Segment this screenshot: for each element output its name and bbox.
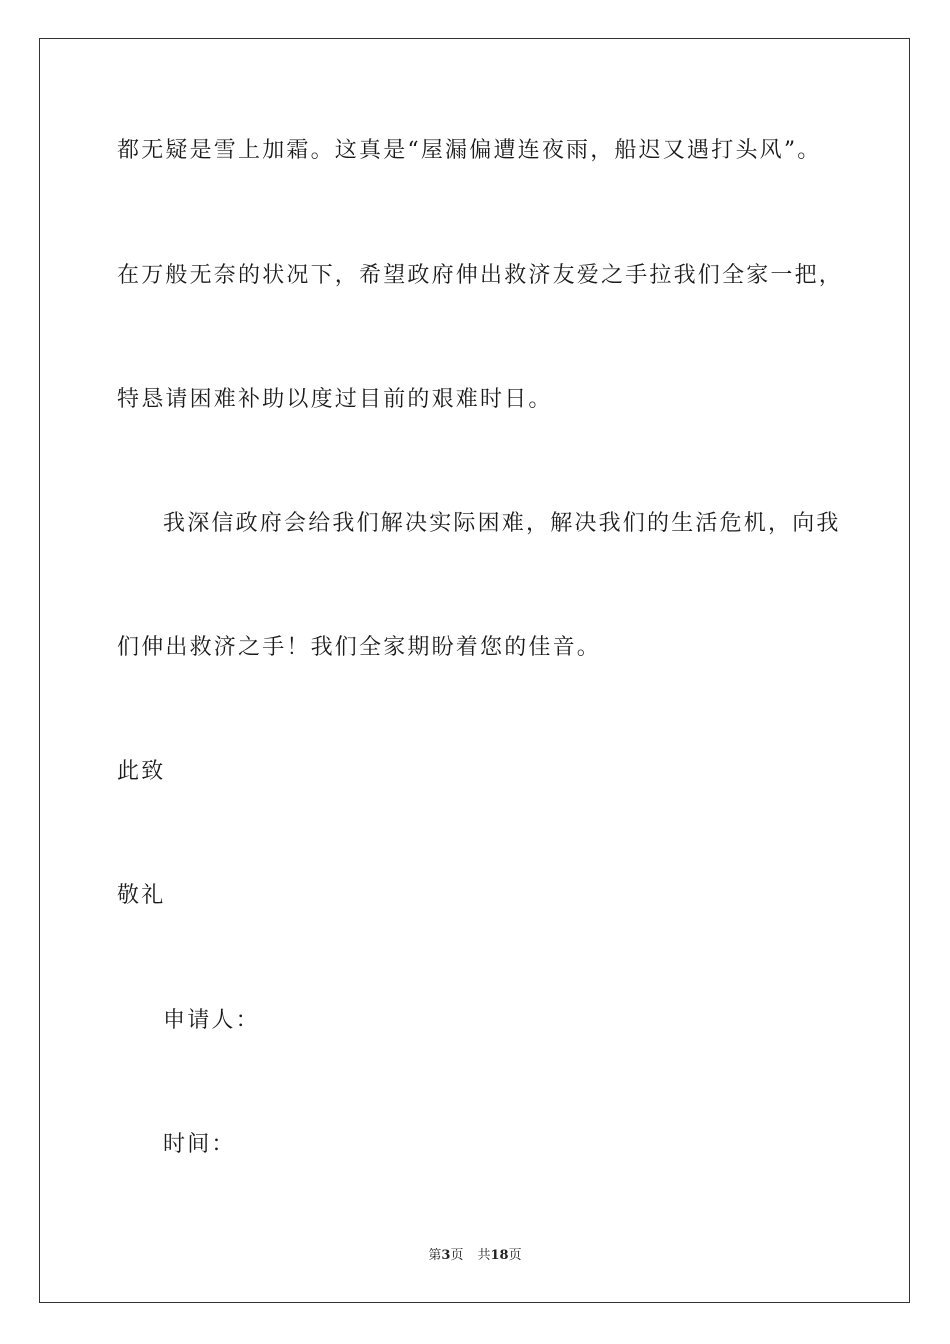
closing-regards: 敬礼 [117, 883, 166, 908]
footer-page-suffix: 页 [450, 1248, 464, 1263]
footer-page-number: 3 [441, 1248, 451, 1263]
footer-page-prefix: 第 [428, 1248, 442, 1263]
body-line-5: 们伸出救济之手！我们全家期盼着您的佳音。 [117, 635, 602, 660]
body-line-4: 我深信政府会给我们解决实际困难，解决我们的生活危机，向我 [163, 511, 841, 536]
body-line-1: 都无疑是雪上加霜。这真是“屋漏偏遭连夜雨，船迟又遇打头风”。 [117, 138, 822, 163]
footer-total-pages: 18 [490, 1248, 509, 1263]
closing-salutation: 此致 [117, 759, 166, 784]
footer-total-suffix: 页 [508, 1248, 522, 1263]
page-footer [0, 1247, 950, 1265]
page-frame [39, 38, 910, 1303]
date-label: 时间： [163, 1132, 236, 1157]
body-line-2: 在万般无奈的状况下，希望政府伸出救济友爱之手拉我们全家一把， [117, 263, 844, 288]
applicant-label: 申请人： [163, 1008, 260, 1033]
body-line-3: 特恳请困难补助以度过目前的艰难时日。 [117, 387, 553, 412]
footer-total-prefix: 共 [477, 1248, 491, 1263]
